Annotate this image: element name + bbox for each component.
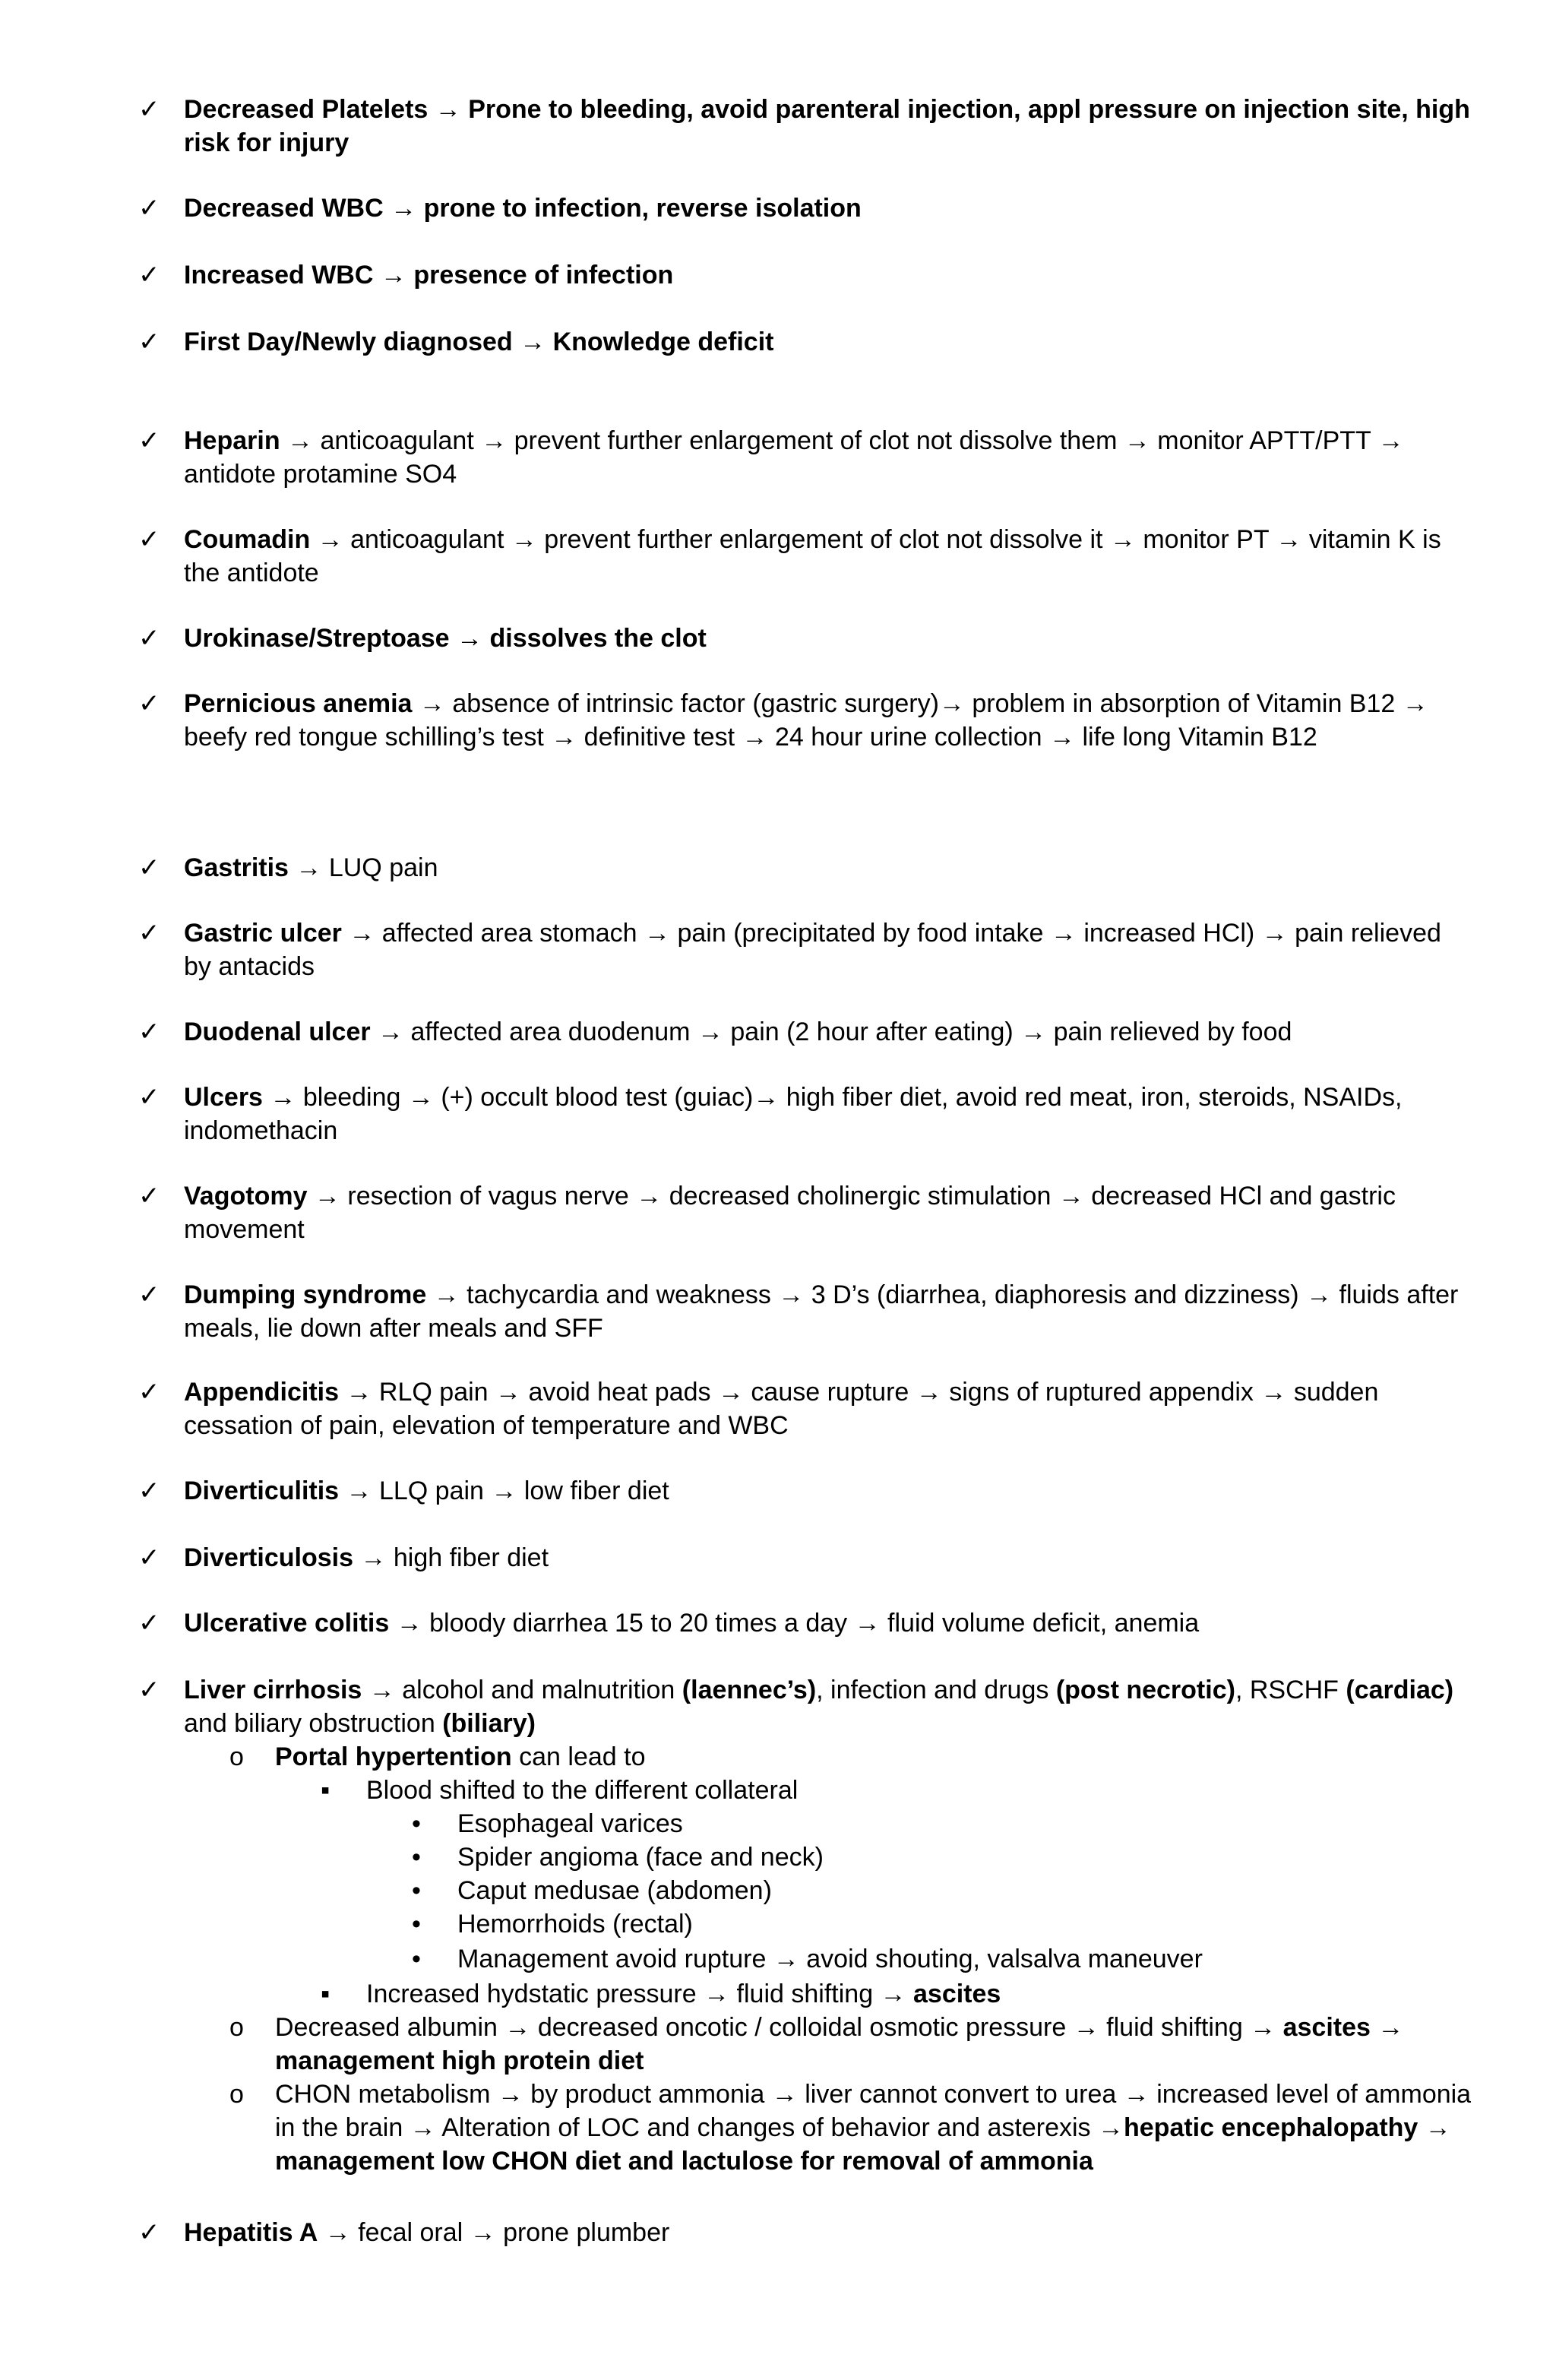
cirrhosis-type: (laennec’s) bbox=[682, 1676, 817, 1704]
item-text bbox=[184, 191, 1475, 225]
item-detail: → affected area duodenum → pain (2 hour after eating) → pain relieved by food bbox=[370, 1018, 1292, 1046]
circle-bullet-icon: o bbox=[229, 2080, 244, 2109]
item-text bbox=[184, 1541, 1475, 1575]
item-text bbox=[184, 851, 1475, 885]
check-icon: ✓ bbox=[138, 426, 160, 456]
check-icon: ✓ bbox=[138, 1543, 160, 1573]
item-detail: Knowledge deficit bbox=[552, 328, 774, 356]
check-icon: ✓ bbox=[138, 918, 160, 948]
circle-bullet-icon: o bbox=[229, 1742, 244, 1771]
list-item bbox=[138, 325, 1475, 359]
sublist-item bbox=[229, 2078, 1491, 2178]
list-item bbox=[138, 424, 1475, 491]
chon-text: CHON metabolism → by product ammonia → liver cannot convert to urea → increased level of ammonia in the brain → Alteration of LOC and changes of behavior and asterexis bbox=[275, 2080, 1472, 2142]
portal-hypertension-text: can lead to bbox=[511, 1742, 646, 1771]
item-term: Appendicitis bbox=[184, 1378, 340, 1407]
item-detail: Prone to bleeding, avoid parenteral injection, appl pressure on injection site, high risk for injury bbox=[184, 95, 1470, 157]
list-item bbox=[138, 191, 1475, 225]
bullet-icon: • bbox=[412, 1809, 421, 1838]
item-text bbox=[184, 523, 1475, 590]
albumin-management: → ascites → management high protein diet bbox=[275, 2013, 1404, 2075]
item-detail: → tachycardia and weakness → 3 D’s (diarrhea, diaphoresis and dizziness) → fluids after meals, lie down after meals and SFF bbox=[184, 1280, 1459, 1343]
cirrhosis-text: , RSCHF bbox=[1235, 1676, 1346, 1704]
check-icon: ✓ bbox=[138, 1675, 160, 1705]
sublist-text bbox=[275, 2011, 1491, 2078]
bullet-item bbox=[412, 1942, 1491, 1976]
hepatic-encephalopathy-management: →hepatic encephalopathy → management low CHON diet and lactulose for removal of ammonia bbox=[275, 2113, 1451, 2176]
sublist-text: Blood shifted to the different collateral bbox=[366, 1776, 799, 1805]
bullet-icon: • bbox=[412, 1843, 421, 1872]
check-icon: ✓ bbox=[138, 623, 160, 654]
bullet-item bbox=[412, 1907, 1491, 1941]
cirrhosis-type: (biliary) bbox=[442, 1709, 536, 1738]
list-item bbox=[138, 916, 1475, 983]
cirrhosis-text: → alcohol and malnutrition bbox=[362, 1676, 682, 1704]
item-text bbox=[184, 258, 1475, 292]
bullet-text: Hemorrhoids (rectal) bbox=[457, 1910, 693, 1938]
sublist-item bbox=[229, 2011, 1491, 2078]
bullet-icon: • bbox=[412, 1876, 421, 1905]
item-text bbox=[184, 2216, 1475, 2249]
item-detail: dissolves the clot bbox=[489, 624, 707, 653]
item-text bbox=[184, 1375, 1475, 1442]
arrow-separator: → bbox=[449, 624, 490, 653]
item-term: Ulcerative colitis bbox=[184, 1609, 390, 1638]
item-detail: → bloody diarrhea 15 to 20 times a day → fluid volume deficit, anemia bbox=[389, 1609, 1200, 1638]
item-text bbox=[184, 1606, 1475, 1640]
check-icon: ✓ bbox=[138, 1377, 160, 1407]
list-item bbox=[138, 93, 1475, 160]
item-term: Decreased WBC bbox=[184, 194, 384, 223]
square-bullet-icon: ▪ bbox=[321, 1776, 330, 1805]
item-text bbox=[184, 1474, 1475, 1508]
list-item bbox=[138, 1474, 1475, 1508]
item-text bbox=[184, 622, 1475, 655]
list-item bbox=[138, 1541, 1475, 1575]
arrow-separator: → bbox=[512, 328, 553, 356]
list-item bbox=[138, 1081, 1475, 1147]
item-detail: → absence of intrinsic factor (gastric surgery)→ problem in absorption of Vitamin B12 → beefy red tongue schilling’s test → definitive test → 24 hour urine collection → life long Vitamin B12 bbox=[184, 689, 1428, 752]
bullet-item bbox=[412, 1807, 1491, 1840]
bullet-text: Caput medusae (abdomen) bbox=[457, 1876, 772, 1905]
item-detail: → RLQ pain → avoid heat pads → cause rupture → signs of ruptured appendix → sudden cessation of pain, elevation of temperature and WBC bbox=[184, 1378, 1379, 1440]
cirrhosis-text: , infection and drugs bbox=[816, 1676, 1056, 1704]
item-text bbox=[184, 424, 1475, 491]
item-text bbox=[184, 916, 1475, 983]
bullet-icon: • bbox=[412, 1945, 421, 1973]
list-item bbox=[138, 622, 1475, 655]
item-term: Gastric ulcer bbox=[184, 919, 342, 948]
item-term: Coumadin bbox=[184, 525, 311, 554]
item-text bbox=[184, 687, 1475, 754]
item-term: Urokinase/Streptoase bbox=[184, 624, 450, 653]
hydrostatic-text: Increased hydstatic pressure → fluid shifting → bbox=[366, 1980, 913, 2008]
sublist-item bbox=[321, 1977, 1491, 2011]
cirrhosis-type: (post necrotic) bbox=[1055, 1676, 1235, 1704]
item-term: Duodenal ulcer bbox=[184, 1018, 371, 1046]
albumin-text: Decreased albumin → decreased oncotic / colloidal osmotic pressure → fluid shifting bbox=[275, 2013, 1251, 2042]
cirrhosis-text: and biliary obstruction bbox=[184, 1709, 443, 1738]
check-icon: ✓ bbox=[138, 1017, 160, 1047]
list-item bbox=[138, 258, 1475, 292]
check-icon: ✓ bbox=[138, 688, 160, 719]
item-detail: → affected area stomach → pain (precipitated by food intake → increased HCl) → pain relieved by antacids bbox=[184, 919, 1441, 981]
check-icon: ✓ bbox=[138, 2217, 160, 2248]
check-icon: ✓ bbox=[138, 1181, 160, 1211]
sublist-item bbox=[229, 1740, 1491, 1774]
arrow-separator: → bbox=[428, 95, 469, 124]
item-term: Dumping syndrome bbox=[184, 1280, 427, 1309]
item-term: Gastritis bbox=[184, 853, 289, 882]
list-item bbox=[138, 1606, 1475, 1640]
bullet-item bbox=[412, 1840, 1491, 1874]
list-item bbox=[138, 523, 1475, 590]
item-detail: → anticoagulant → prevent further enlargement of clot not dissolve them → monitor APTT/PTT → antidote protamine SO4 bbox=[184, 426, 1404, 489]
item-text bbox=[184, 1015, 1475, 1049]
item-detail: → anticoagulant → prevent further enlargement of clot not dissolve it → monitor PT → vitamin K is the antidote bbox=[184, 525, 1441, 587]
check-icon: ✓ bbox=[138, 1608, 160, 1638]
sublist-text bbox=[275, 2078, 1491, 2178]
ascites-term: ascites bbox=[913, 1980, 1001, 2008]
sublist-item bbox=[321, 1774, 1491, 1807]
bullet-icon: • bbox=[412, 1910, 421, 1938]
check-icon: ✓ bbox=[138, 327, 160, 357]
check-icon: ✓ bbox=[138, 853, 160, 883]
item-term: Liver cirrhosis bbox=[184, 1676, 362, 1704]
item-detail: prone to infection, reverse isolation bbox=[423, 194, 862, 223]
item-text bbox=[184, 1081, 1475, 1147]
bullet-text: Esophageal varices bbox=[457, 1809, 683, 1838]
item-text bbox=[184, 1179, 1475, 1246]
bullet-text: Spider angioma (face and neck) bbox=[457, 1843, 824, 1872]
item-term: Diverticulosis bbox=[184, 1543, 353, 1572]
check-icon: ✓ bbox=[138, 1280, 160, 1310]
cirrhosis-type: (cardiac) bbox=[1346, 1676, 1454, 1704]
list-item bbox=[138, 1179, 1475, 1246]
list-item bbox=[138, 687, 1475, 754]
item-detail: → resection of vagus nerve → decreased cholinergic stimulation → decreased HCl and gastric movement bbox=[184, 1182, 1396, 1244]
portal-hypertension-term: Portal hypertention bbox=[275, 1742, 512, 1771]
list-item bbox=[138, 2216, 1475, 2249]
item-term: Pernicious anemia bbox=[184, 689, 413, 718]
item-term: Hepatitis A bbox=[184, 2218, 318, 2247]
check-icon: ✓ bbox=[138, 260, 160, 290]
arrow-separator: → bbox=[373, 261, 414, 290]
bullet-text: Management avoid rupture → avoid shouting, valsalva maneuver bbox=[457, 1945, 1203, 1973]
check-icon: ✓ bbox=[138, 524, 160, 555]
item-detail: → high fiber diet bbox=[353, 1543, 549, 1572]
list-item-liver-cirrhosis bbox=[138, 1673, 1475, 1740]
item-detail: presence of infection bbox=[413, 261, 674, 290]
list-item bbox=[138, 1015, 1475, 1049]
item-term: Diverticulitis bbox=[184, 1476, 340, 1505]
arrow-separator: → bbox=[383, 194, 424, 223]
check-icon: ✓ bbox=[138, 1476, 160, 1506]
check-icon: ✓ bbox=[138, 94, 160, 125]
item-text bbox=[184, 1278, 1475, 1345]
check-icon: ✓ bbox=[138, 1082, 160, 1112]
item-term: First Day/Newly diagnosed bbox=[184, 328, 513, 356]
item-term: Vagotomy bbox=[184, 1182, 308, 1211]
check-icon: ✓ bbox=[138, 193, 160, 223]
sublist-text bbox=[366, 1977, 1491, 2011]
item-detail: → LUQ pain bbox=[288, 853, 438, 882]
list-item bbox=[138, 1375, 1475, 1442]
item-text bbox=[184, 93, 1475, 160]
list-item bbox=[138, 1278, 1475, 1345]
item-term: Increased WBC bbox=[184, 261, 374, 290]
item-detail: → fecal oral → prone plumber bbox=[318, 2218, 670, 2247]
item-detail: → bleeding → (+) occult blood test (guiac)→ high fiber diet, avoid red meat, iron, steroids, NSAIDs, indomethacin bbox=[184, 1083, 1403, 1145]
item-term: Decreased Platelets bbox=[184, 95, 429, 124]
circle-bullet-icon: o bbox=[229, 2013, 244, 2042]
square-bullet-icon: ▪ bbox=[321, 1980, 330, 2008]
item-term: Heparin bbox=[184, 426, 280, 455]
list-item bbox=[138, 851, 1475, 885]
item-text bbox=[184, 325, 1475, 359]
bullet-item bbox=[412, 1874, 1491, 1907]
item-term: Ulcers bbox=[184, 1083, 263, 1112]
sublist-text bbox=[275, 1740, 1491, 1774]
item-detail: → LLQ pain → low fiber diet bbox=[339, 1476, 669, 1505]
item-text bbox=[184, 1673, 1475, 1740]
